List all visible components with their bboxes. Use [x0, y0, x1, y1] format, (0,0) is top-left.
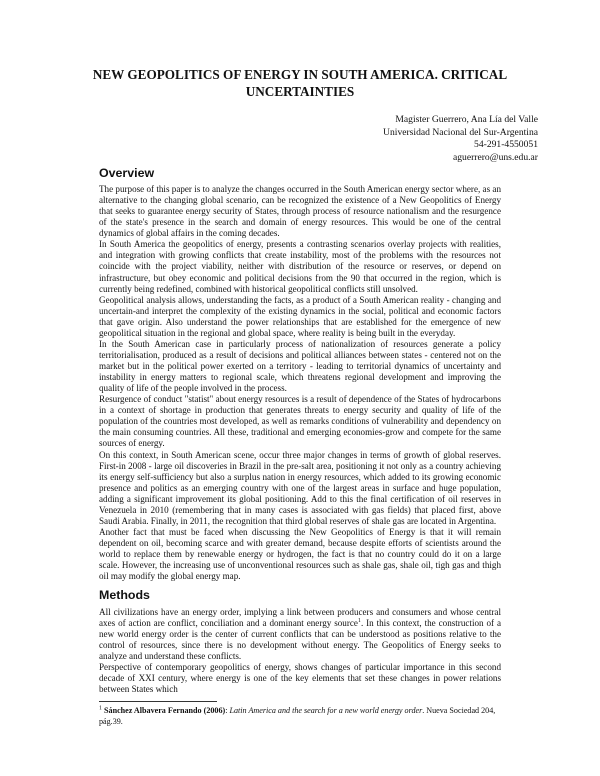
footnote-divider [99, 701, 217, 702]
footnote [99, 705, 501, 727]
overview-paragraph: In the South American case in particularly process of nationalization of resources generate a policy territorialisation, produced as a result of decisions and political alliances between states - centered not on the market but in the political power exerted on a territory - leading to territorial dynamics of uncertainty and instability in energy matters to regional scale, which threatens regional development and improving the quality of life of the people involved in the process. [99, 338, 501, 394]
author-email: aguerrero@uns.edu.ar [452, 151, 538, 163]
methods-text: All civilizations have an energy order, implying a link between producers and consumers and whose central axes of action are conflict, conciliation and a dominant energy source [99, 607, 501, 629]
methods-section [99, 607, 501, 696]
footnote-number: 1 [99, 705, 102, 712]
footnote-source: . Nueva Sociedad 204, pág.39. [99, 706, 496, 726]
overview-paragraph: On this context, in South American scene, occur three major changes in terms of growth of global reserves. First-in 2008 - large oil discoveries in Brazil in the pre-salt area, positioning it not only as a country achieving its energy self-sufficiency but also a surplus nation in energy resources, which added to its growing economic presence and politics as an emerging country with one of the largest areas in surface and huge population, adding a significant improvement its global positioning. Add to this the final certification of oil reserves in Venezuela in 2010 (remembering that in many cases is associated with gas fields) that placed first, above Saudi Arabia. Finally, in 2011, the recognition that third global reserves of shale gas are located in Argentina. [99, 449, 501, 526]
overview-paragraph: Resurgence of conduct "statist" about energy resources is a result of dependence of the States of hydrocarbons in a context of shortage in production that generates threats to energy security and quality of life of the population of the countries most developed, as well as remarks conditions of vulnerability and dependency on the main consuming countries. All these, traditional and emerging economies-grow and compete for the same sources of energy. [99, 394, 501, 449]
overview-paragraph: Geopolitical analysis allows, understanding the facts, as a product of a South American reality - changing and uncertain-and interpret the complexity of the existing dynamics in the social, political and economic factors that gave origin. Also understand the power relationships that are established for the emergence of new geopolitical situation in the regional and global space, where reality is being built in the everyday. [99, 294, 501, 338]
overview-heading: Overview [99, 166, 155, 180]
footnote-author: Sánchez Albavera Fernando (2006) [104, 706, 226, 715]
author-block [238, 114, 538, 164]
author-phone: 54-291-4550051 [474, 139, 538, 151]
methods-text: . In this context, the construction of a new world energy order is the center of current conflicts that can be understood as positions relative to the control of resources, since there is no development without energy. The Geopolitics of Energy seeks to analyze and understand these conflicts. [99, 618, 501, 662]
paper-title: NEW GEOPOLITICS OF ENERGY IN SOUTH AMERICA. CRITICAL UNCERTAINTIES [92, 67, 508, 99]
overview-paragraph: The purpose of this paper is to analyze the changes occurred in the South American energy sector where, as an alternative to the changing global scenario, can be recognized the existence of a New Geopolitics of Energy that seeks to guarantee energy security of States, through process of resource nationalism and the resurgence of the state's presence in the search and domain of energy resources. This would be one of the central dynamics of global affairs in the coming decades. [99, 184, 501, 239]
author-affiliation: Universidad Nacional del Sur-Argentina [383, 126, 538, 138]
footnote-colon: : [225, 706, 230, 715]
methods-heading: Methods [99, 588, 150, 602]
footnote-reference[interactable]: 1 [357, 618, 361, 625]
overview-section [99, 184, 501, 582]
overview-paragraph: Another fact that must be faced when discussing the New Geopolitics of Energy is that it will remain dependent on oil, becoming scarce and with greater demand, because despite efforts of scientists around the world to replace them by renewable energy or hydrogen, the fact is that no country could do it on a large scale. However, the increasing use of unconventional resources such as shale gas, shale oil, tigh gas and thigh oil may modify the global energy map. [99, 526, 501, 582]
methods-paragraph [99, 607, 501, 662]
methods-paragraph: Perspective of contemporary geopolitics of energy, shows changes of particular importance in this second decade of XXI century, where energy is one of the key elements that set these changes in power relations between States which [99, 662, 501, 695]
overview-paragraph: In South America the geopolitics of energy, presents a contrasting scenarios overlay projects with realities, and integration with growing conflicts that create instability, most of the problems with the resources not coincide with the project viability, neither with distribution of the resource or reserves, or depend on infrastructure, but obey economic and political decisions from the 90 that occurred in the region, which is currently being redefined, combined with historical geopolitical conflicts still unsolved. [99, 239, 501, 294]
author-name: Magister Guerrero, Ana Lía del Valle [395, 114, 538, 125]
footnote-title: Latin America and the search for a new world energy order [229, 706, 423, 715]
